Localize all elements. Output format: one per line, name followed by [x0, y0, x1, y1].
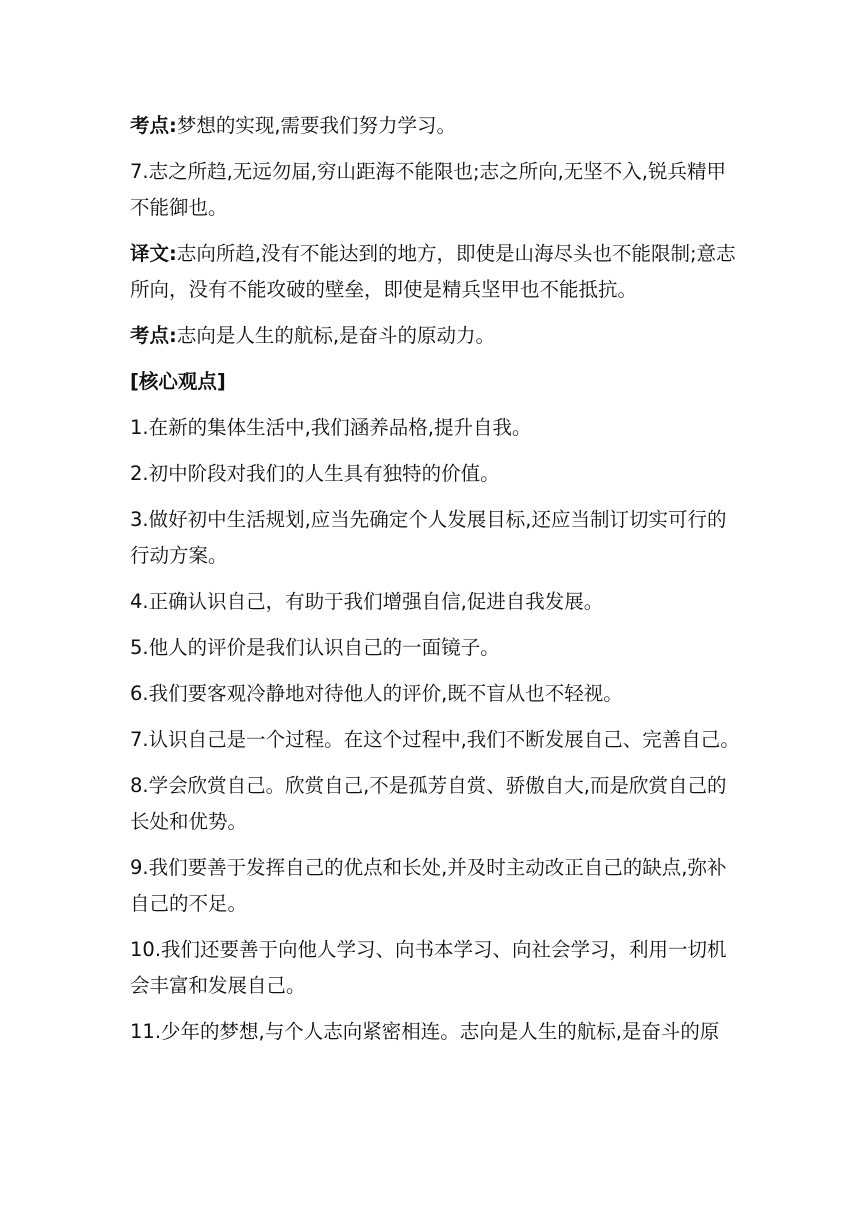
list-item: 9.我们要善于发挥自己的优点和长处,并及时主动改正自己的缺点,弥补自己的不足。	[130, 856, 727, 915]
exam-point-label: 考点:	[130, 324, 177, 347]
exam-point-paragraph	[130, 318, 740, 354]
section-heading: [核心观点]	[130, 370, 226, 393]
translation-paragraph	[130, 236, 740, 308]
quote-text: 7.志之所趋,无远勿届,穷山距海不能限也;志之所向,无坚不入,锐兵精甲不能御也。	[130, 160, 726, 219]
list-item: 6.我们要客观冷静地对待他人的评价,既不盲从也不轻视。	[130, 682, 623, 705]
translation-text: 志向所趋,没有不能达到的地方，即使是山海尽头也不能限制;意志所向，没有不能攻破的壁垒，即使是精兵坚甲也不能抵抗。	[130, 242, 736, 301]
list-item: 11.少年的梦想,与个人志向紧密相连。志向是人生的航标,是奋斗的原	[130, 1020, 720, 1043]
list-item: 7.认识自己是一个过程。在这个过程中,我们不断发展自己、完善自己。	[130, 728, 740, 751]
exam-point-text: 志向是人生的航标,是奋斗的原动力。	[176, 324, 496, 347]
exam-point-paragraph	[130, 108, 740, 144]
list-item: 10.我们还要善于向他人学习、向书本学习、向社会学习，利用一切机会丰富和发展自己。	[130, 938, 727, 997]
quote-paragraph	[130, 154, 740, 226]
translation-label: 译文:	[130, 242, 177, 265]
list-item: 5.他人的评价是我们认识自己的一面镜子。	[130, 636, 500, 659]
list-item: 8.学会欣赏自己。欣赏自己,不是孤芳自赏、骄傲自大,而是欣赏自己的长处和优势。	[130, 774, 727, 833]
list-item: 1.在新的集体生活中,我们涵养品格,提升自我。	[130, 416, 532, 439]
list-item: 2.初中阶段对我们的人生具有独特的价值。	[130, 462, 500, 485]
list-item: 4.正确认识自己，有助于我们增强自信,促进自我发展。	[130, 590, 604, 613]
exam-point-text: 梦想的实现,需要我们努力学习。	[176, 114, 457, 137]
exam-point-label: 考点:	[130, 114, 177, 137]
list-item: 3.做好初中生活规划,应当先确定个人发展目标,还应当制订切实可行的行动方案。	[130, 508, 727, 567]
document-body	[130, 108, 740, 1060]
